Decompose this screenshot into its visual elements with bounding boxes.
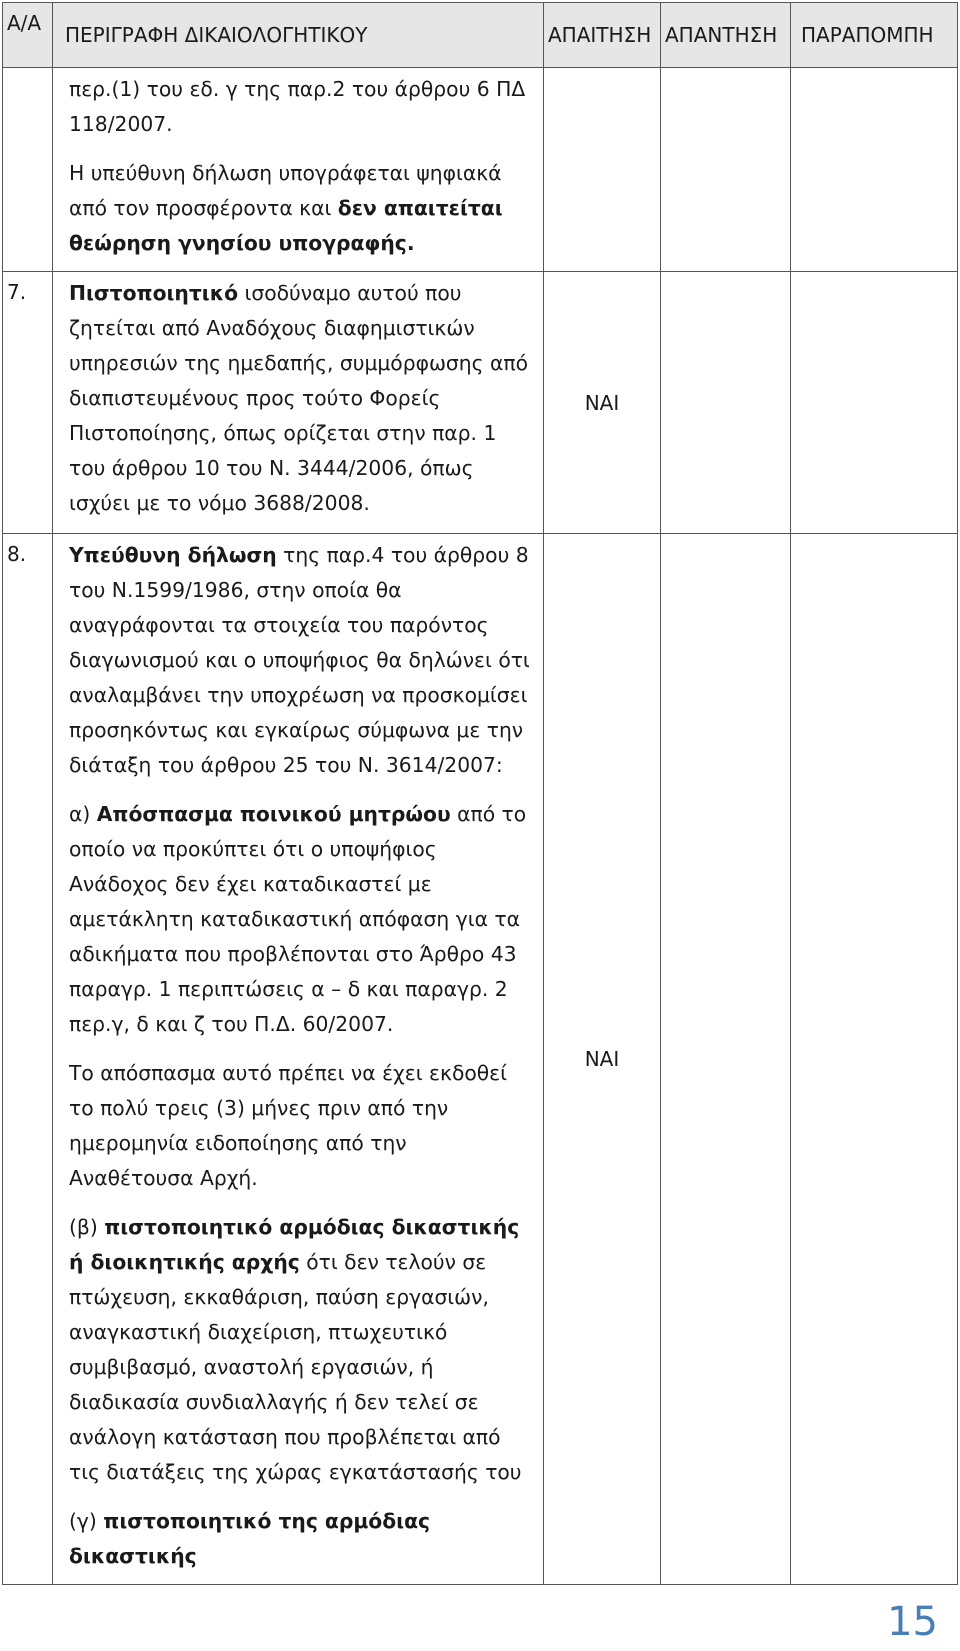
bold-text: Πιστοποιητικό bbox=[69, 281, 239, 305]
table-header-row bbox=[3, 3, 958, 68]
description-cell bbox=[53, 272, 544, 534]
answer-cell[interactable] bbox=[661, 534, 791, 1585]
bold-text: δεν απαιτείται θεώρηση γνησίου υπογραφής. bbox=[69, 196, 503, 255]
reference-cell[interactable] bbox=[791, 534, 958, 1585]
text: της παρ.4 του άρθρου 8 του Ν.1599/1986, στην οποία θα αναγράφονται τα στοιχεία του παρόντος διαγωνισμού και ο υποψήφιος θα δηλώνει ότι αναλαμβάνει την υποχρέωση να προσκομίσει προσηκόντως και εγκαίρως σύμφωνα με την διάταξη του άρθρου 25 του Ν. 3614/2007: bbox=[69, 543, 530, 777]
answer-cell[interactable] bbox=[661, 68, 791, 272]
reference-cell[interactable] bbox=[791, 68, 958, 272]
row-number: 7. bbox=[3, 272, 53, 534]
bold-text: πιστοποιητικό αρμόδιας δικαστικής ή διοικητικής αρχής bbox=[69, 1215, 520, 1274]
text: από το οποίο να προκύπτει ότι ο υποψήφιος Ανάδοχος δεν έχει καταδικαστεί με αμετάκλητη καταδικαστική απόφαση για τα αδικήματα που προβλέπονται στο Άρθρο 43 παραγρ. 1 περιπτώσεις α – δ και παραγρ. 2 περ.γ, δ και ζ του Π.Δ. 60/2007. bbox=[69, 802, 527, 1036]
requirements-table bbox=[2, 2, 958, 1585]
text: ισοδύναμο αυτού που ζητείται από Αναδόχους διαφημιστικών υπηρεσιών της ημεδαπής, συμμόρφωσης από διαπιστευμένους προς τούτο Φορείς Πιστοποίησης, όπως ορίζεται στην παρ. 1 του άρθρου 10 του Ν. 3444/2006, όπως ισχύει με το νόμο 3688/2008. bbox=[69, 281, 528, 515]
paragraph bbox=[69, 1210, 533, 1490]
header-requirement: ΑΠΑΙΤΗΣΗ bbox=[544, 3, 661, 68]
table-row bbox=[3, 534, 958, 1585]
table-row bbox=[3, 68, 958, 272]
text: (γ) bbox=[69, 1509, 104, 1533]
text: (β) bbox=[69, 1215, 105, 1239]
requirement-cell bbox=[544, 68, 661, 272]
paragraph bbox=[69, 538, 533, 783]
paragraph: περ.(1) του εδ. γ της παρ.2 του άρθρου 6 ΠΔ 118/2007. bbox=[69, 77, 526, 136]
description-cell bbox=[53, 68, 544, 272]
text: Η υπεύθυνη δήλωση υπογράφεται ψηφιακά από τον προσφέροντα και bbox=[69, 161, 502, 220]
row-number-cell bbox=[3, 68, 53, 272]
paragraph bbox=[69, 797, 533, 1042]
paragraph: Το απόσπασμα αυτό πρέπει να έχει εκδοθεί το πολύ τρεις (3) μήνες πριν από την ημερομηνία ειδοποίησης από την Αναθέτουσα Αρχή. bbox=[69, 1061, 507, 1190]
header-answer: ΑΠΑΝΤΗΣΗ bbox=[661, 3, 791, 68]
page-number: 15 bbox=[887, 1599, 938, 1645]
answer-cell[interactable] bbox=[661, 272, 791, 534]
header-description: ΠΕΡΙΓΡΑΦΗ ΔΙΚΑΙΟΛΟΓΗΤΙΚΟΥ bbox=[53, 3, 544, 68]
requirement-value: ΝΑΙ bbox=[544, 534, 661, 1585]
bold-text: Απόσπασμα ποινικού μητρώου bbox=[96, 802, 451, 826]
reference-cell[interactable] bbox=[791, 272, 958, 534]
description-cell bbox=[53, 534, 544, 1585]
text: α) bbox=[69, 802, 97, 826]
paragraph bbox=[69, 156, 533, 261]
paragraph bbox=[69, 1504, 533, 1574]
text: ότι δεν τελούν σε πτώχευση, εκκαθάριση, παύση εργασιών, αναγκαστική διαχείριση, πτωχευτικό συμβιβασμό, αναστολή εργασιών, ή διαδικασία συνδιαλλαγής ή δεν τελεί σε ανάλογη κατάσταση που προβλέπεται από τις διατάξεις της χώρας εγκατάστασής του bbox=[69, 1250, 522, 1484]
row-number: 8. bbox=[3, 534, 53, 1585]
header-reference: ΠΑΡΑΠΟΜΠΗ bbox=[791, 3, 958, 68]
bold-text: Υπεύθυνη δήλωση bbox=[69, 543, 277, 567]
bold-text: πιστοποιητικό της αρμόδιας δικαστικής bbox=[69, 1509, 431, 1568]
table-row bbox=[3, 272, 958, 534]
header-aa: Α/Α bbox=[3, 3, 53, 68]
requirement-value: ΝΑΙ bbox=[544, 272, 661, 534]
paragraph bbox=[69, 276, 533, 521]
